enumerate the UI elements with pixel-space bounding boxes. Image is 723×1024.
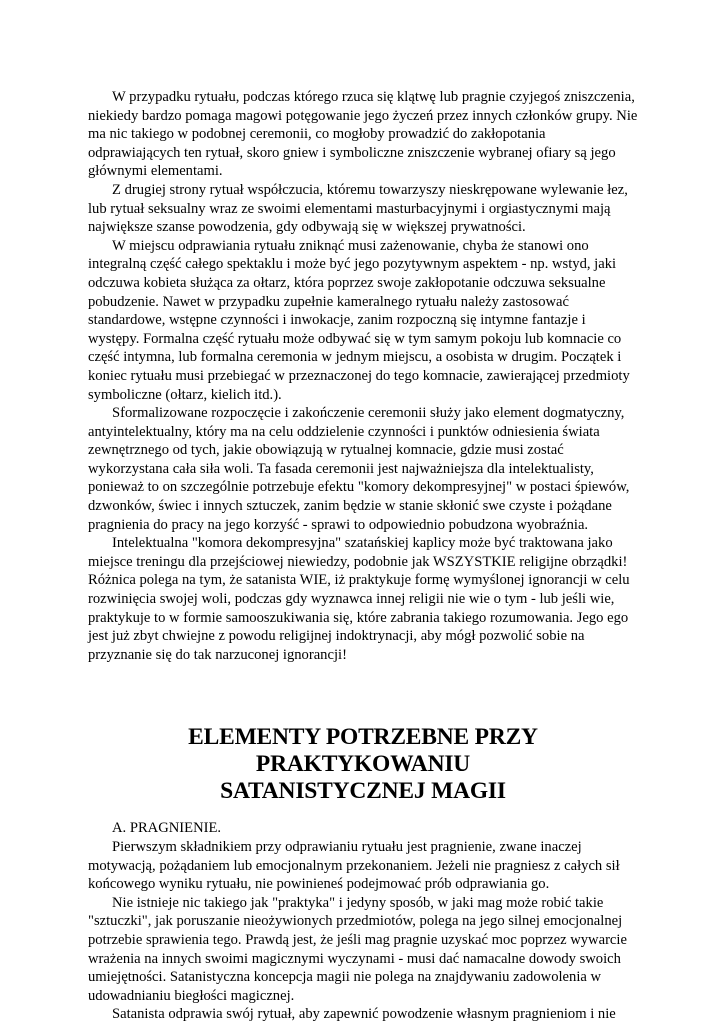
paragraph: Satanista odprawia swój rytuał, aby zapewnić powodzenie własnym pragnieniom i nie: [112, 1006, 616, 1023]
subheading: A. PRAGNIENIE.: [112, 820, 222, 837]
paragraph: Nie istnieje nic takiego jak "praktyka" i jedyny sposób, w jaki mag może robić takie "sztuczki", jak poruszanie nieożywionych przedmiotów, polega na jego silnej emocjonalnej potrzebie sprawienia tego. Prawdą jest, że jeśli mag pragnie uzyskać moc poprzez wywarcie wrażenia na innych swoimi magicznymi wyczynami - musi dać namacalne dowody swoich umiejętności. Satanistyczna koncepcja magii nie polega na znajdywaniu zadowolenia w udowadnianiu biegłości magicznej.: [88, 894, 627, 1004]
paragraph: Intelektualna "komora dekompresyjna" szatańskiej kaplicy może być traktowana jako miejsce treningu dla przejściowej niewiedzy, podobnie jak WSZYSTKIE religijne obrządki! Różnica polega na tym, że satanista WIE, iż praktykuje formę wymyślonej ignorancji w celu rozwinięcia swojej woli, podczas gdy wyznawca innej religii nie wie o tym - lub jeśli wie, praktykuje to w formie samooszukiwania się, które zabrania takiego rozumowania. Jego ego jest już zbyt chwiejne z powodu religijnej indoktrynacji, aby mógł pozwolić sobie na przyznanie się do tak narzuconej ignorancji!: [88, 535, 630, 663]
paragraph: Sformalizowane rozpoczęcie i zakończenie ceremonii służy jako element dogmatyczny, antyintelektualny, który ma na celu oddzielenie czynności i punktów odniesienia świata zewnętrznego od tych, jakie obowiązują w rytualnej komnacie, gdzie musi zostać wykorzystana cała siła woli. Ta fasada ceremonii jest najważniejsza dla intelektualisty, ponieważ to on szczególnie potrzebuje efektu "komory dekompresyjnej" w postaci śpiewów, dzwonków, świec i innych sztuczek, zanim będzie w stanie skłonić swe czyste i pożądane pragnienia do pracy na jego korzyść - sprawi to odpowiednio pobudzona wyobraźnia.: [88, 405, 630, 533]
section-heading-line: SATANISTYCZNEJ MAGII: [220, 778, 506, 805]
paragraph: Z drugiej strony rytuał współczucia, któremu towarzyszy nieskrępowane wylewanie łez, lub rytuał seksualny wraz ze swoimi elementami masturbacyjnymi i orgiastycznymi mają największe szanse powodzenia, gdy odbywają się w większej prywatności.: [88, 181, 628, 236]
section-heading: [88, 724, 638, 805]
heading-spacer: [88, 805, 638, 819]
paragraph: W przypadku rytuału, podczas którego rzuca się klątwę lub pragnie czyjegoś zniszczenia, niekiedy bardzo pomaga magowi potęgowanie jego życzeń przez innych członków grupy. Nie ma nic takiego w podobnej ceremonii, co mogłoby prowadzić do zakłopotania odprawiających ten rytuał, skoro gniew i symboliczne zniszczenie wybranej ofiary są jego głównymi elementami.: [88, 89, 638, 180]
document-page: [88, 88, 638, 1024]
section-spacer: [88, 664, 638, 724]
paragraph: W miejscu odprawiania rytuału zniknąć musi zażenowanie, chyba że stanowi ono integralną część całego spektaklu i może być jego pozytywnym aspektem - np. wstyd, jaki odczuwa kobieta służąca za ołtarz, która poprzez swoje zakłopotanie odczuwa seksualne pobudzenie. Nawet w przypadku zupełnie kameralnego rytuału należy zastosować standardowe, wstępne czynności i inwokacje, zanim rozpoczną się intymne fantazje i występy. Formalna część rytuału może odbywać się w tym samym pokoju lub komnacie co część intymna, lub formalna ceremonia w jednym miejscu, a osobista w drugim. Początek i koniec rytuału musi przebiegać w przeznaczonej do tego komnacie, zawierającej przedmioty symboliczne (ołtarz, kielich itd.).: [88, 237, 630, 403]
paragraph: Pierwszym składnikiem przy odprawianiu rytuału jest pragnienie, zwane inaczej motywacją, pożądaniem lub emocjonalnym przekonaniem. Jeżeli nie pragniesz z całych sił końcowego wyniku rytuału, nie powinieneś podejmować prób odprawiania go.: [88, 839, 620, 893]
section-heading-line: ELEMENTY POTRZEBNE PRZY PRAKTYKOWANIU: [188, 724, 538, 778]
